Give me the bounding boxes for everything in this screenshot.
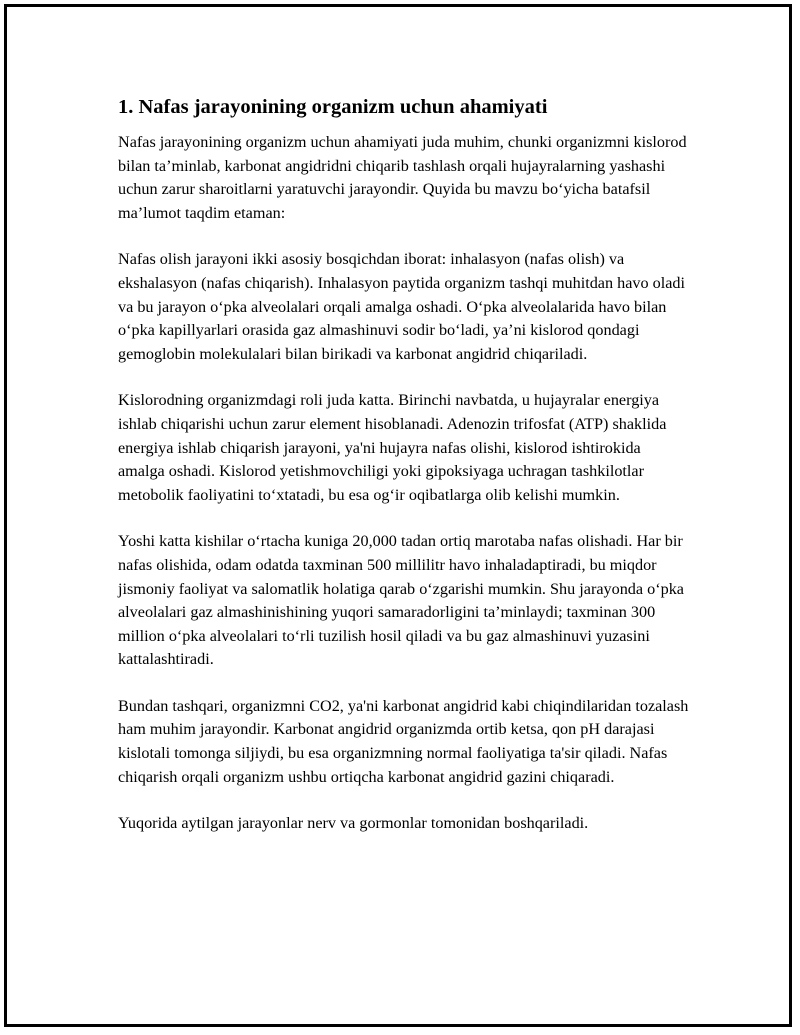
paragraph-oxygen-role: Kislorodning organizmdagi roli juda katta. Birinchi navbatda, u hujayralar energiya ishlab chiqarishi uchun zarur element hisoblanadi. Adenozin trifosfat (ATP) shaklida energiya ishlab chiqarish jarayoni, ya'ni hujayra nafas olishi, kislorod ishtirokida amalga oshadi. Kislorod yetishmovchiligi yoki gipoksiyaga uchragan tashkilotlar metobolik faoliyatini to‘xtatadi, bu esa og‘ir oqibatlarga olib kelishi mumkin. xyxy=(118,391,667,504)
document-body xyxy=(118,93,690,859)
paragraph-co2-removal: Bundan tashqari, organizmni CO2, ya'ni karbonat angidrid kabi chiqindilaridan tozalash ham muhim jarayondir. Karbonat angidrid organizmda ortib ketsa, qon pH darajasi kislotali tomonga siljiydi, bu esa organizmning normal faoliyatiga ta'sir qiladi. Nafas chiqarish orqali organizm ushbu ortiqcha karbonat angidrid gazini chiqaradi. xyxy=(118,696,689,786)
paragraph-intro: Nafas jarayonining organizm uchun ahamiyati juda muhim, chunki organizmni kislorod bilan ta’minlab, karbonat angidridni chiqarib tashlash orqali hujayralarning yashashi uchun zarur sharoitlarni yaratuvchi jarayondir. Quyida bu mavzu bo‘yicha batafsil ma’lumot taqdim etaman: xyxy=(118,133,687,222)
paragraph-regulation: Yuqorida aytilgan jarayonlar nerv va gormonlar tomonidan boshqariladi. xyxy=(118,814,589,833)
paragraph-breathing-stages: Nafas olish jarayoni ikki asosiy bosqichdan iborat: inhalasyon (nafas olish) va ekshalasyon (nafas chiqarish). Inhalasyon paytida organizm tashqi muhitdan havo oladi va bu jarayon o‘pka alveolalari orqali amalga oshadi. O‘pka alveolalarida havo bilan o‘pka kapillyarlari orasida gaz almashinuvi sodir bo‘ladi, ya’ni kislorod qondagi gemoglobin molekulalari bilan birikadi va karbonat angidrid chiqariladi. xyxy=(118,250,686,363)
paragraph-breathing-stats: Yoshi katta kishilar o‘rtacha kuniga 20,000 tadan ortiq marotaba nafas olishadi. Har bir nafas olishida, odam odatda taxminan 500 millilitr havo inhaladaptiradi, bu miqdor jismoniy faoliyat va salomatlik holatiga qarab o‘zgarishi mumkin. Shu jarayonda o‘pka alveolalari gaz almashinishining yuqori samaradorligini ta’minlaydi; taxminan 300 million o‘pka alveolalari to‘rli tuzilish hosil qiladi va bu gaz almashinuvi yuzasini kattalashtiradi. xyxy=(118,532,684,669)
section-heading: 1. Nafas jarayonining organizm uchun ahamiyati xyxy=(118,96,548,118)
